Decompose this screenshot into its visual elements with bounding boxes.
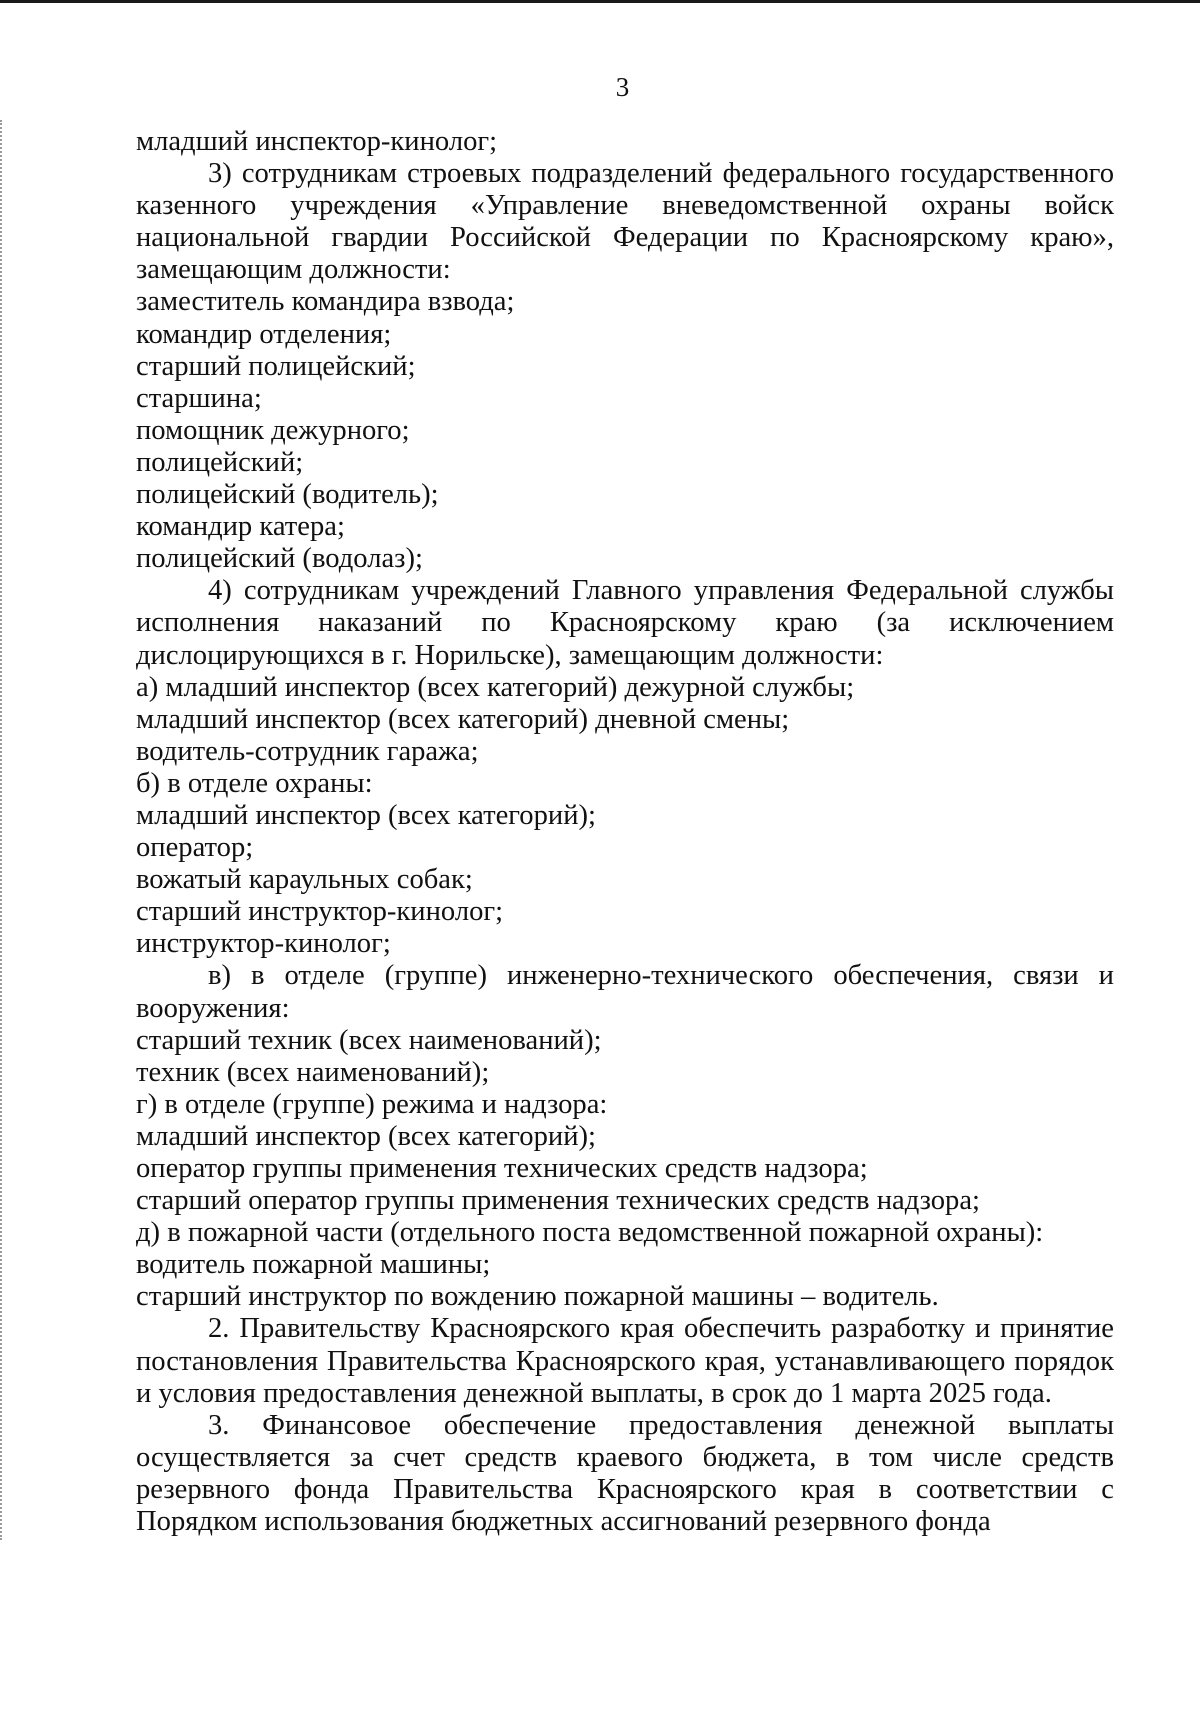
list-item: старший оператор группы применения технических средств надзора; (136, 1185, 980, 1217)
document-body (136, 126, 1114, 1538)
scan-left-edge (0, 120, 4, 1540)
list-item: оператор; (136, 832, 254, 864)
list-item: инструктор-кинолог; (136, 928, 391, 960)
list-item: г) в отделе (группе) режима и надзора: (136, 1088, 608, 1120)
list-item: полицейский (водолаз); (136, 543, 423, 575)
list-item: оператор группы применения технических средств надзора; (136, 1153, 868, 1184)
paragraph: 3) сотрудникам строевых подразделений федерального государственного казенного учреждения «Управление вневедомственной охраны войск национальной гвардии Российской Федерации по Красноярскому краю», замещающим должности: (136, 158, 1114, 286)
list-item: старшина; (136, 382, 262, 414)
paragraph: 4) сотрудникам учреждений Главного управления Федеральной службы исполнения наказаний по Красноярскому краю (за исключением дислоцирующихся в г. Норильске), замещающим должности: (136, 575, 1114, 671)
scan-top-edge (0, 0, 1200, 3)
list-item: командир отделения; (136, 318, 392, 350)
list-item: д) в пожарной части (отдельного поста ведомственной пожарной охраны): (136, 1217, 1044, 1249)
paragraph: в) в отделе (группе) инженерно-технического обеспечения, связи и вооружения: (136, 960, 1114, 1024)
list-item: командир катера; (136, 511, 345, 543)
paragraph: 3. Финансовое обеспечение предоставления денежной выплаты осуществляется за счет средств краевого бюджета, в том числе средств резервного фонда Правительства Красноярского края в соответствии с Порядком использования бюджетных ассигнований резервного фонда (136, 1409, 1114, 1538)
list-item: младший инспектор (всех категорий) дневной смены; (136, 703, 790, 735)
list-item: старший инструктор по вождению пожарной машины – водитель. (136, 1281, 939, 1313)
list-item: полицейский; (136, 446, 304, 478)
list-item: водитель-сотрудник гаража; (136, 735, 479, 767)
list-item: младший инспектор (всех категорий); (136, 799, 596, 831)
list-item: помощник дежурного; (136, 414, 410, 446)
list-item: вожатый караульных собак; (136, 864, 473, 896)
list-item: б) в отделе охраны: (136, 767, 373, 799)
list-item: водитель пожарной машины; (136, 1249, 491, 1281)
list-item: полицейский (водитель); (136, 479, 439, 511)
list-item: младший инспектор-кинолог; (136, 126, 498, 157)
list-item: старший полицейский; (136, 350, 416, 382)
list-item: заместитель командира взвода; (136, 286, 515, 318)
list-item: а) младший инспектор (всех категорий) дежурной службы; (136, 671, 855, 703)
list-item: техник (всех наименований); (136, 1056, 490, 1088)
page-number: 3 (615, 72, 630, 102)
list-item: старший инструктор-кинолог; (136, 896, 504, 928)
list-item: младший инспектор (всех категорий); (136, 1120, 596, 1152)
paragraph: 2. Правительству Красноярского края обеспечить разработку и принятие постановления Правительства Красноярского края, устанавливающего порядок и условия предоставления денежной выплаты, в срок до 1 марта 2025 года. (136, 1313, 1114, 1409)
list-item: старший техник (всех наименований); (136, 1024, 602, 1056)
